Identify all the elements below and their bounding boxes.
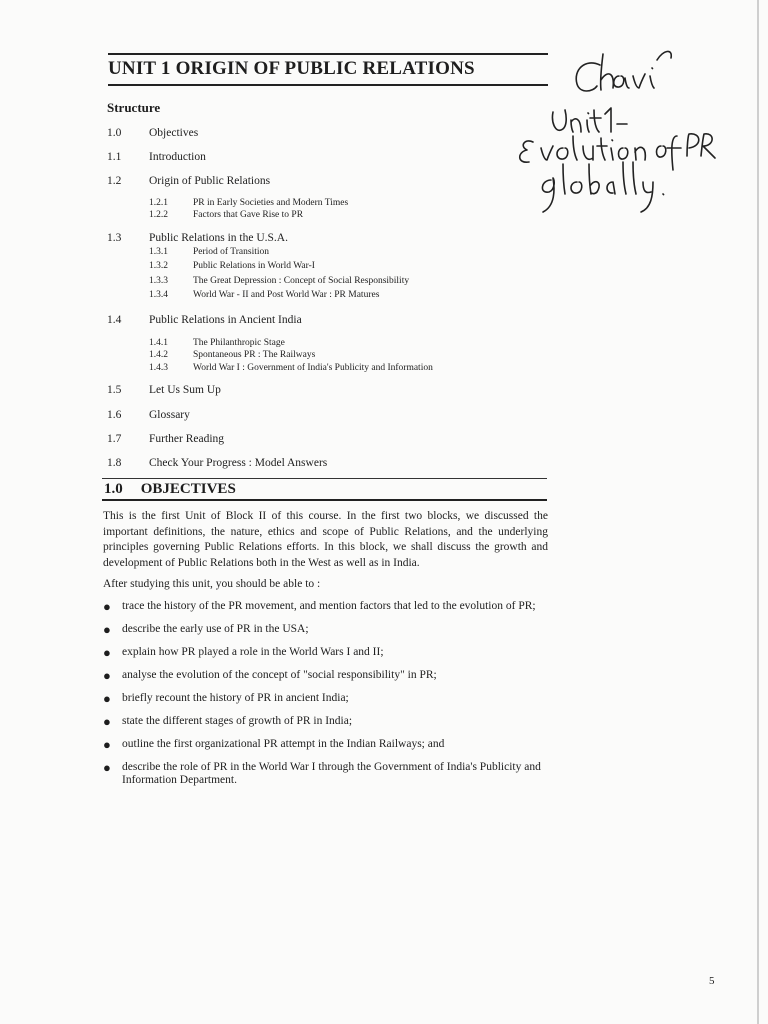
toc-number: 1.3: [107, 232, 122, 244]
toc-label: World War I : Government of India's Publicity and Information: [193, 363, 433, 373]
toc-number: 1.7: [107, 433, 122, 445]
list-item: [103, 761, 553, 787]
toc-number: 1.2: [107, 175, 122, 187]
list-item-text: state the different stages of growth of PR in India;: [122, 715, 353, 727]
toc-number: 1.3.1: [149, 247, 168, 257]
title-top-rule: [108, 53, 548, 55]
section-number: 1.0: [104, 481, 123, 497]
list-item-text: describe the role of PR in the World War I through the Government of India's Publicity and Information Department.: [122, 761, 541, 786]
list-item: [103, 715, 553, 728]
toc-number: 1.1: [107, 151, 122, 163]
list-item-text: explain how PR played a role in the World Wars I and II;: [122, 646, 384, 658]
toc-number: 1.3.4: [149, 290, 168, 300]
bullet-icon: ●: [103, 714, 111, 729]
toc-number: 1.3.3: [149, 276, 168, 286]
list-item: [103, 738, 553, 751]
bullet-icon: ●: [103, 691, 111, 706]
toc-label: Check Your Progress : Model Answers: [149, 457, 328, 469]
toc-label: Spontaneous PR : The Railways: [193, 350, 316, 360]
section-bottom-rule: [102, 499, 547, 501]
list-item-text: briefly recount the history of PR in ancient India;: [122, 692, 349, 704]
page-edge-shadow: [757, 0, 759, 1024]
handwritten-annotation: [505, 40, 745, 230]
toc-number: 1.6: [107, 409, 122, 421]
list-item: [103, 646, 553, 659]
bullet-icon: ●: [103, 737, 111, 752]
bullet-icon: ●: [103, 760, 111, 775]
toc-number: 1.4.1: [149, 338, 168, 348]
list-item-text: describe the early use of PR in the USA;: [122, 623, 309, 635]
toc-label: Objectives: [149, 127, 199, 139]
list-item-text: trace the history of the PR movement, and mention factors that led to the evolution of PR;: [122, 600, 536, 612]
toc-label: Glossary: [149, 409, 190, 421]
toc-number: 1.4.3: [149, 363, 168, 373]
objectives-lead-in: After studying this unit, you should be able to :: [103, 578, 321, 590]
structure-heading: Structure: [107, 100, 161, 115]
objectives-intro-paragraph: This is the first Unit of Block II of this course. In the first two blocks, we discussed the important definitions, the nature, ethics and scope of Public Relations, and the underlying principles governing Public Relations efforts. In this block, we shall discuss the growth and development of Public Relations both in the West as well as in India.: [103, 510, 548, 569]
objectives-list: [103, 600, 553, 787]
bullet-icon: ●: [103, 645, 111, 660]
section-top-rule: [102, 478, 547, 479]
bullet-icon: ●: [103, 599, 111, 614]
list-item-text: analyse the evolution of the concept of "social responsibility" in PR;: [122, 669, 437, 681]
toc-label: Factors that Gave Rise to PR: [193, 210, 304, 220]
toc-number: 1.4: [107, 314, 122, 326]
page-number: 5: [709, 975, 715, 987]
toc-number: 1.5: [107, 384, 122, 396]
toc-label: Public Relations in Ancient India: [149, 314, 302, 326]
toc-label: Introduction: [149, 151, 206, 163]
toc-label: Further Reading: [149, 433, 225, 445]
list-item: [103, 669, 553, 682]
list-item: [103, 692, 553, 705]
toc-label: The Philanthropic Stage: [193, 338, 285, 348]
toc-label: Public Relations in World War-I: [193, 261, 315, 271]
section-title: OBJECTIVES: [140, 481, 236, 497]
toc-label: Let Us Sum Up: [149, 384, 221, 396]
toc-number: 1.3.2: [149, 261, 168, 271]
toc-label: The Great Depression : Concept of Social Responsibility: [193, 276, 410, 286]
toc-label: PR in Early Societies and Modern Times: [193, 198, 349, 208]
list-item: [103, 600, 553, 613]
toc-number: 1.8: [107, 457, 122, 469]
unit-title: UNIT 1 ORIGIN OF PUBLIC RELATIONS: [108, 58, 475, 79]
title-bottom-rule: [108, 84, 548, 86]
toc-label: Public Relations in the U.S.A.: [149, 232, 288, 244]
bullet-icon: ●: [103, 668, 111, 683]
list-item: [103, 623, 553, 636]
toc-label: World War - II and Post World War : PR Matures: [193, 290, 380, 300]
toc-number: 1.0: [107, 127, 122, 139]
toc-label: Origin of Public Relations: [149, 175, 271, 187]
toc-label: Period of Transition: [193, 247, 270, 257]
toc-number: 1.2.1: [149, 198, 168, 208]
toc-number: 1.2.2: [149, 210, 168, 220]
toc-number: 1.4.2: [149, 350, 168, 360]
bullet-icon: ●: [103, 622, 111, 637]
list-item-text: outline the first organizational PR attempt in the Indian Railways; and: [122, 738, 445, 750]
objectives-heading: [104, 481, 236, 498]
